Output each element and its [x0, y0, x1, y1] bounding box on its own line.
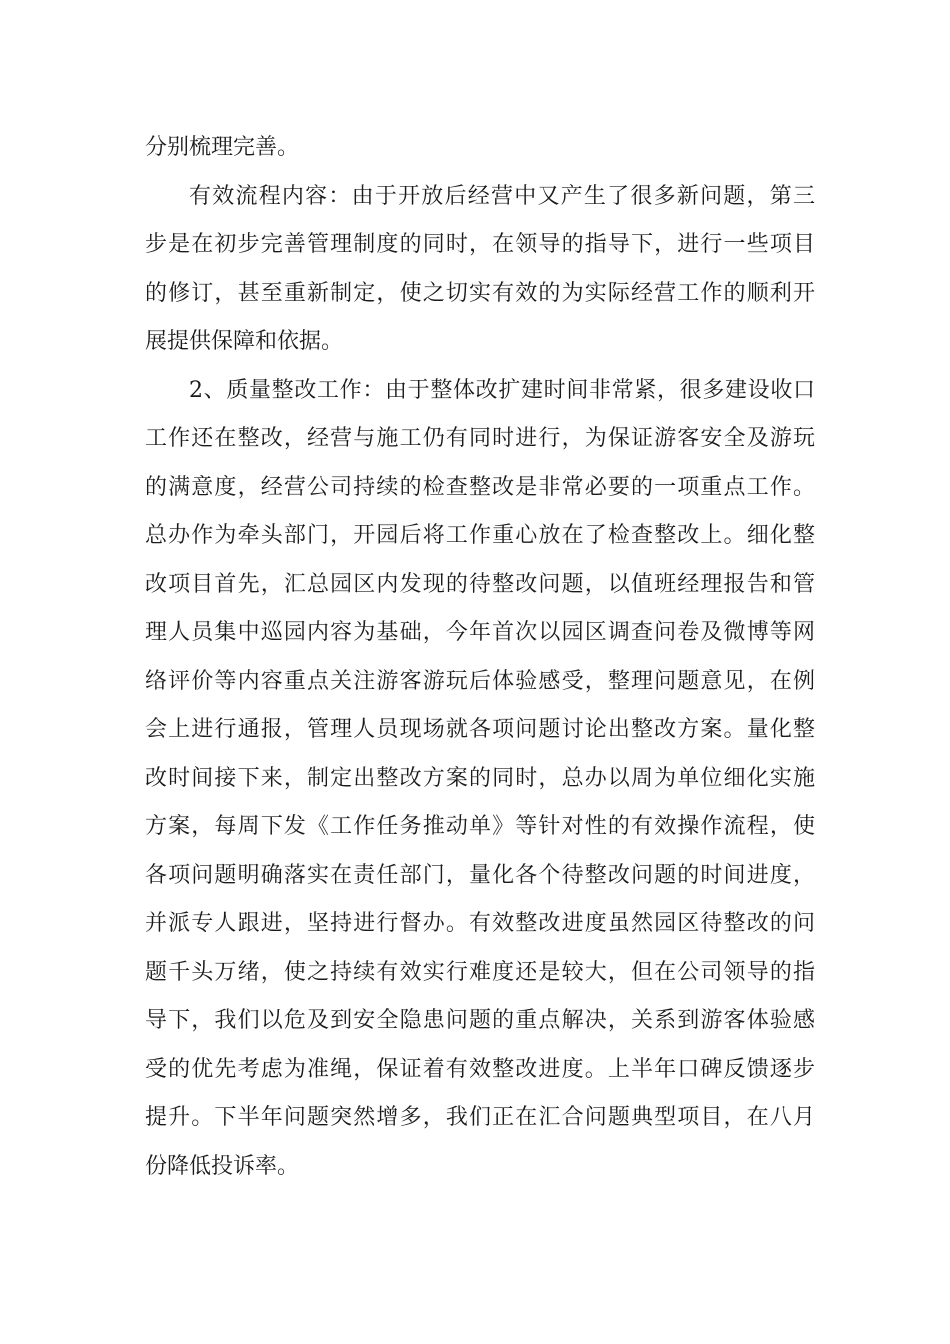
document-body	[145, 124, 815, 1191]
text-line: 受的优先考虑为准绳，保证着有效整改进度。上半年口碑反馈逐步	[145, 1056, 815, 1082]
paragraph-effective-process	[145, 173, 815, 367]
text-line: 导下，我们以危及到安全隐患问题的重点解决，关系到游客体验感	[145, 1008, 815, 1033]
text-line: 的满意度，经营公司持续的检查整改是非常必要的一项重点工作。	[145, 474, 815, 500]
paragraph-quality-rectification	[145, 367, 815, 1192]
text-line: 份降低投诉率。	[145, 1153, 300, 1179]
text-line: 改项目首先，汇总园区内发现的待整改问题，以值班经理报告和管	[145, 571, 815, 597]
text-line: 改时间接下来，制定出整改方案的同时，总办以周为单位细化实施	[145, 765, 815, 791]
text-line: 会上进行通报，管理人员现场就各项问题讨论出整改方案。量化整	[145, 717, 815, 742]
text-line: 步是在初步完善管理制度的同时，在领导的指导下，进行一些项目	[145, 232, 815, 257]
paragraph-continuation	[145, 124, 815, 173]
text-line: 总办作为牵头部门，开园后将工作重心放在了检查整改上。细化整	[145, 523, 815, 548]
text-line: 分别梳理完善。	[145, 135, 300, 160]
text-line: 理人员集中巡园内容为基础，今年首次以园区调查问卷及微博等网	[145, 620, 815, 645]
text-line: 2、质量整改工作：由于整体改扩建时间非常紧，很多建设收口	[189, 377, 815, 403]
text-line: 并派专人跟进，坚持进行督办。有效整改进度虽然园区待整改的问	[145, 911, 815, 936]
text-line: 工作还在整改，经营与施工仍有同时进行，为保证游客安全及游玩	[145, 426, 815, 451]
text-line: 各项问题明确落实在责任部门，量化各个待整改问题的时间进度，	[145, 862, 815, 888]
text-line: 展提供保障和依据。	[145, 329, 344, 354]
text-line: 络评价等内容重点关注游客游玩后体验感受，整理问题意见，在例	[145, 668, 815, 694]
text-line: 有效流程内容：由于开放后经营中又产生了很多新问题，第三	[189, 183, 815, 209]
text-line: 提升。下半年问题突然增多，我们正在汇合问题典型项目，在八月	[145, 1105, 815, 1130]
text-line: 的修订，甚至重新制定，使之切实有效的为实际经营工作的顺利开	[145, 280, 815, 306]
text-line: 方案，每周下发《工作任务推动单》等针对性的有效操作流程，使	[145, 814, 815, 839]
text-line: 题千头万绪，使之持续有效实行难度还是较大，但在公司领导的指	[145, 959, 815, 985]
